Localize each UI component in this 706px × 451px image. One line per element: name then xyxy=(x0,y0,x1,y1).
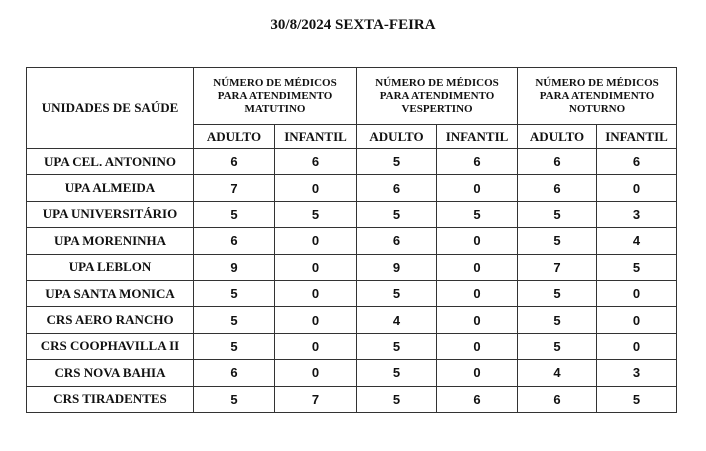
doctor-count-cell: 0 xyxy=(437,333,518,359)
group-header-line: NÚMERO DE MÉDICOS xyxy=(213,76,337,89)
unit-name: CRS NOVA BAHIA xyxy=(27,360,194,386)
unit-name: UPA CEL. ANTONINO xyxy=(27,149,194,175)
doctor-count-cell: 7 xyxy=(518,254,597,280)
doctor-count-cell: 5 xyxy=(194,333,275,359)
doctor-count-cell: 6 xyxy=(275,149,357,175)
doctor-count-cell: 0 xyxy=(437,254,518,280)
doctor-count-cell: 0 xyxy=(275,280,357,306)
doctor-count-cell: 0 xyxy=(597,307,677,333)
subheader-infantil: INFANTIL xyxy=(437,125,518,149)
doctor-count-cell: 7 xyxy=(194,175,275,201)
subheader-adulto: ADULTO xyxy=(194,125,275,149)
doctor-count-cell: 6 xyxy=(518,386,597,412)
doctors-schedule-table xyxy=(26,67,677,413)
subheader-infantil: INFANTIL xyxy=(275,125,357,149)
doctor-count-cell: 0 xyxy=(437,175,518,201)
unit-name: UPA MORENINHA xyxy=(27,228,194,254)
doctor-count-cell: 6 xyxy=(597,149,677,175)
doctor-count-cell: 3 xyxy=(597,201,677,227)
doctor-count-cell: 5 xyxy=(597,386,677,412)
doctor-count-cell: 5 xyxy=(518,333,597,359)
doctor-count-cell: 0 xyxy=(597,280,677,306)
doctor-count-cell: 9 xyxy=(357,254,437,280)
doctor-count-cell: 0 xyxy=(597,333,677,359)
doctor-count-cell: 6 xyxy=(357,175,437,201)
table-row xyxy=(27,149,677,175)
subheader-infantil: INFANTIL xyxy=(597,125,677,149)
doctor-count-cell: 5 xyxy=(357,333,437,359)
subheader-adulto: ADULTO xyxy=(357,125,437,149)
doctor-count-cell: 5 xyxy=(357,360,437,386)
doctor-count-cell: 3 xyxy=(597,360,677,386)
table-row xyxy=(27,228,677,254)
doctor-count-cell: 0 xyxy=(275,175,357,201)
doctor-count-cell: 5 xyxy=(357,386,437,412)
group-header-noturno xyxy=(518,68,677,125)
group-header-line: NÚMERO DE MÉDICOS xyxy=(375,76,499,89)
doctor-count-cell: 5 xyxy=(518,280,597,306)
table-row xyxy=(27,175,677,201)
doctor-count-cell: 0 xyxy=(275,307,357,333)
doctor-count-cell: 0 xyxy=(437,228,518,254)
doctor-count-cell: 0 xyxy=(275,228,357,254)
doctor-count-cell: 5 xyxy=(357,280,437,306)
table-row xyxy=(27,307,677,333)
doctor-count-cell: 5 xyxy=(357,201,437,227)
doctor-count-cell: 6 xyxy=(518,149,597,175)
group-header-line: NOTURNO xyxy=(568,102,626,115)
unit-name: CRS AERO RANCHO xyxy=(27,307,194,333)
doctor-count-cell: 5 xyxy=(518,307,597,333)
doctor-count-cell: 0 xyxy=(275,333,357,359)
group-header-line: PARA ATENDIMENTO xyxy=(539,89,655,102)
doctor-count-cell: 5 xyxy=(275,201,357,227)
doctor-count-cell: 0 xyxy=(437,307,518,333)
doctor-count-cell: 5 xyxy=(194,307,275,333)
doctor-count-cell: 6 xyxy=(194,360,275,386)
unit-name: UPA LEBLON xyxy=(27,254,194,280)
doctor-count-cell: 6 xyxy=(437,149,518,175)
doctor-count-cell: 7 xyxy=(275,386,357,412)
doctor-count-cell: 0 xyxy=(597,175,677,201)
unit-name: UPA UNIVERSITÁRIO xyxy=(27,201,194,227)
doctor-count-cell: 4 xyxy=(518,360,597,386)
doctor-count-cell: 5 xyxy=(194,386,275,412)
table-row xyxy=(27,254,677,280)
group-header-line: NÚMERO DE MÉDICOS xyxy=(535,76,659,89)
doctor-count-cell: 0 xyxy=(275,254,357,280)
doctor-count-cell: 5 xyxy=(518,228,597,254)
group-header-vespertino xyxy=(357,68,518,125)
doctor-count-cell: 6 xyxy=(194,228,275,254)
table-row xyxy=(27,333,677,359)
table-row xyxy=(27,201,677,227)
doctor-count-cell: 5 xyxy=(597,254,677,280)
doctor-count-cell: 6 xyxy=(437,386,518,412)
group-header-line: MATUTINO xyxy=(244,102,306,115)
table-row xyxy=(27,280,677,306)
doctor-count-cell: 5 xyxy=(357,149,437,175)
group-header-line: VESPERTINO xyxy=(401,102,473,115)
page-title: 30/8/2024 SEXTA-FEIRA xyxy=(270,17,436,33)
group-header-matutino xyxy=(194,68,357,125)
doctor-count-cell: 4 xyxy=(597,228,677,254)
unit-name: CRS COOPHAVILLA II xyxy=(27,333,194,359)
doctor-count-cell: 6 xyxy=(194,149,275,175)
units-column-header: UNIDADES DE SAÚDE xyxy=(27,68,194,149)
doctor-count-cell: 9 xyxy=(194,254,275,280)
doctor-count-cell: 5 xyxy=(194,201,275,227)
unit-name: UPA ALMEIDA xyxy=(27,175,194,201)
doctor-count-cell: 0 xyxy=(275,360,357,386)
doctor-count-cell: 6 xyxy=(518,175,597,201)
unit-name: CRS TIRADENTES xyxy=(27,386,194,412)
table-row xyxy=(27,386,677,412)
table-row xyxy=(27,360,677,386)
doctor-count-cell: 5 xyxy=(437,201,518,227)
subheader-adulto: ADULTO xyxy=(518,125,597,149)
unit-name: UPA SANTA MONICA xyxy=(27,280,194,306)
group-header-line: PARA ATENDIMENTO xyxy=(217,89,333,102)
doctor-count-cell: 0 xyxy=(437,280,518,306)
doctor-count-cell: 0 xyxy=(437,360,518,386)
doctor-count-cell: 5 xyxy=(194,280,275,306)
doctor-count-cell: 4 xyxy=(357,307,437,333)
doctor-count-cell: 6 xyxy=(357,228,437,254)
group-header-line: PARA ATENDIMENTO xyxy=(379,89,495,102)
doctor-count-cell: 5 xyxy=(518,201,597,227)
